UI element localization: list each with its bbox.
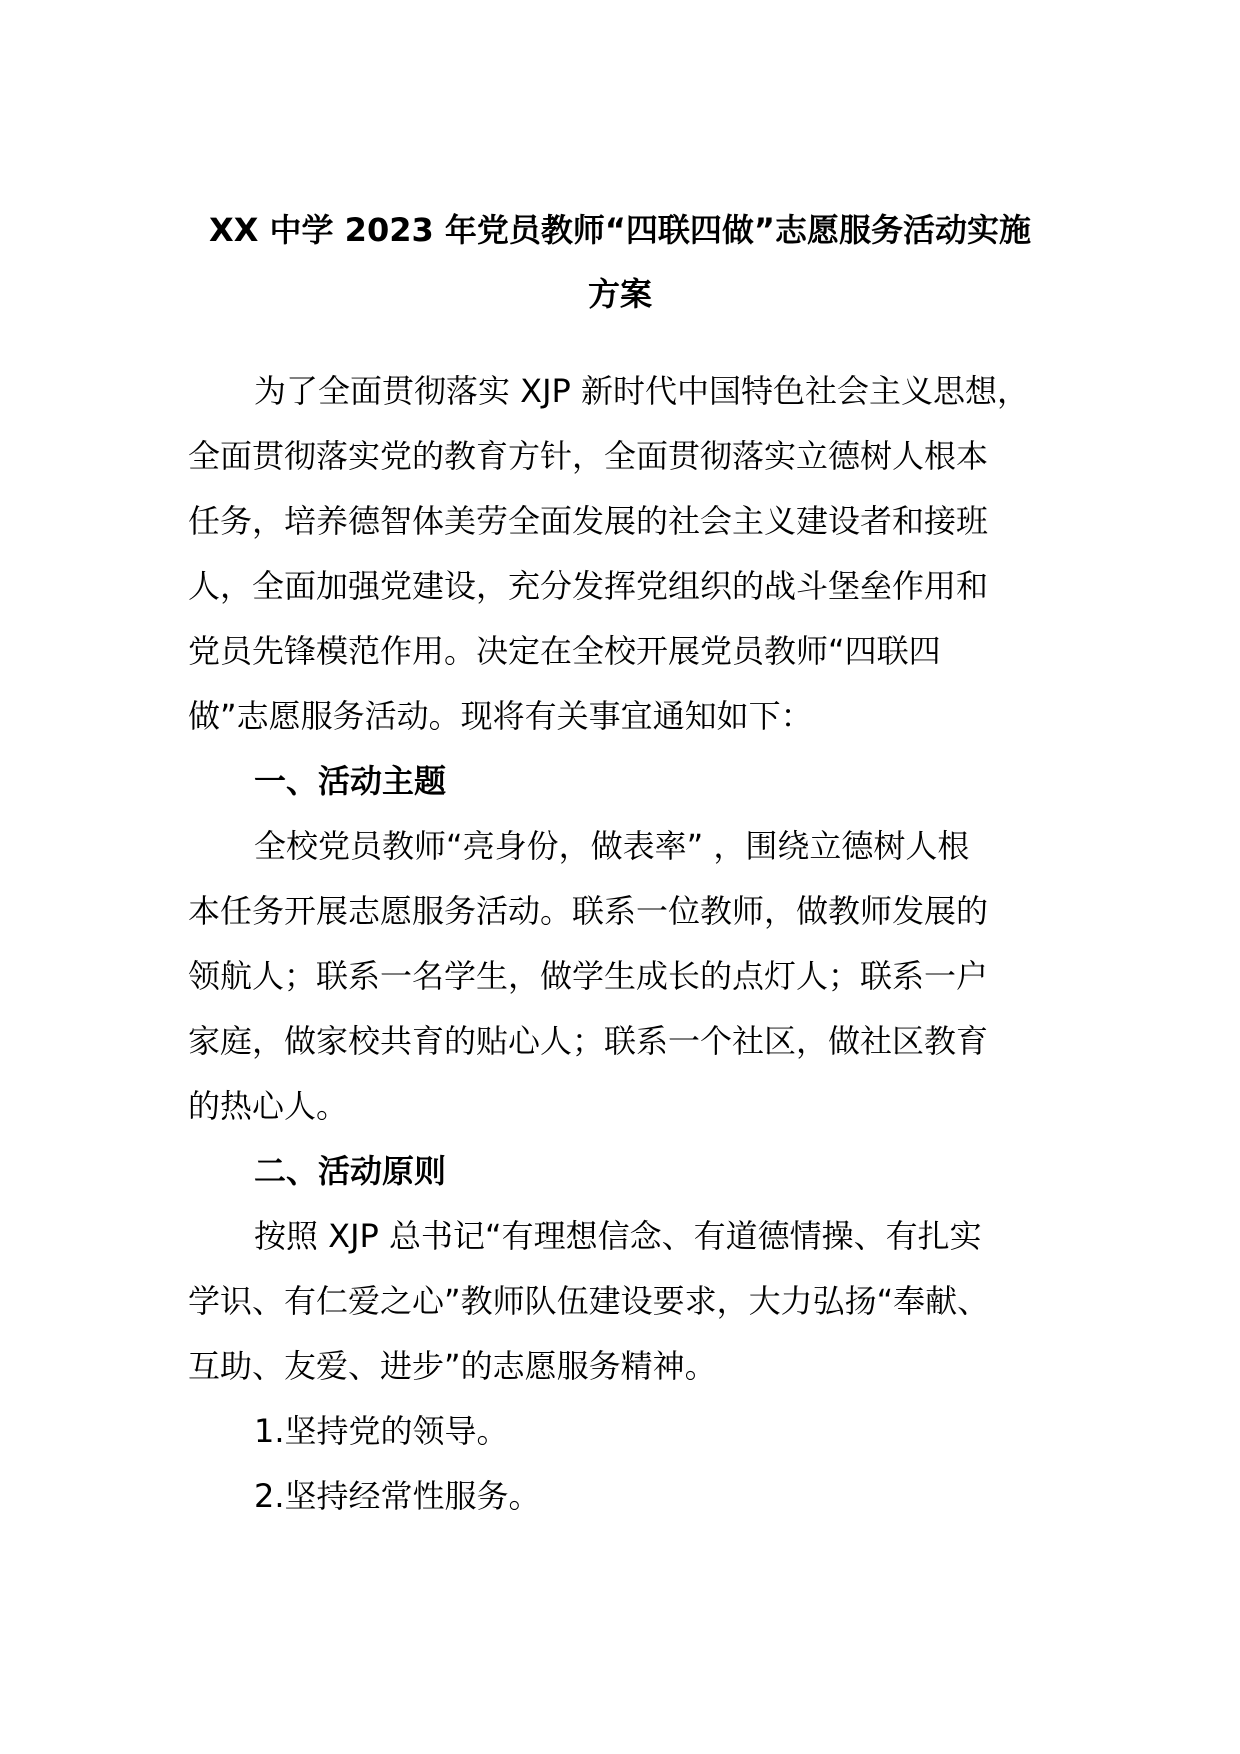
section-2-heading: 二、活动原则 <box>254 1152 447 1190</box>
intro-line-4: 人，全面加强党建设，充分发挥党组织的战斗堡垒作用和 <box>188 567 989 605</box>
section-1-line-3: 领航人；联系一名学生，做学生成长的点灯人；联系一户 <box>188 957 989 995</box>
section-1-line-2: 本任务开展志愿服务活动。联系一位教师，做教师发展的 <box>188 892 989 930</box>
intro-line-1: 为了全面贯彻落实 XJP 新时代中国特色社会主义思想， <box>254 372 1030 410</box>
section-2-line-2: 学识、有仁爱之心”教师队伍建设要求，大力弘扬“奉献、 <box>188 1282 990 1320</box>
intro-line-2: 全面贯彻落实党的教育方针，全面贯彻落实立德树人根本 <box>188 437 989 475</box>
intro-line-6: 做”志愿服务活动。现将有关事宜通知如下： <box>188 697 813 735</box>
intro-line-3: 任务，培养德智体美劳全面发展的社会主义建设者和接班 <box>188 502 989 540</box>
section-1-line-4: 家庭，做家校共育的贴心人；联系一个社区，做社区教育 <box>188 1022 989 1060</box>
document-title-line-1: XX 中学 2023 年党员教师“四联四做”志愿服务活动实施 <box>209 211 1031 249</box>
section-1-line-5: 的热心人。 <box>188 1087 349 1125</box>
principle-item-1: 1.坚持党的领导。 <box>254 1412 509 1450</box>
document-title-line-2: 方案 <box>587 275 652 313</box>
intro-line-5: 党员先锋模范作用。决定在全校开展党员教师“四联四 <box>188 632 941 670</box>
section-2-line-3: 互助、友爱、进步”的志愿服务精神。 <box>188 1347 717 1385</box>
section-2-line-1: 按照 XJP 总书记“有理想信念、有道德情操、有扎实 <box>254 1217 982 1255</box>
principle-item-2: 2.坚持经常性服务。 <box>254 1477 541 1515</box>
section-1-heading: 一、活动主题 <box>254 762 447 800</box>
section-1-line-1: 全校党员教师“亮身份，做表率” ，围绕立德树人根 <box>254 827 970 865</box>
